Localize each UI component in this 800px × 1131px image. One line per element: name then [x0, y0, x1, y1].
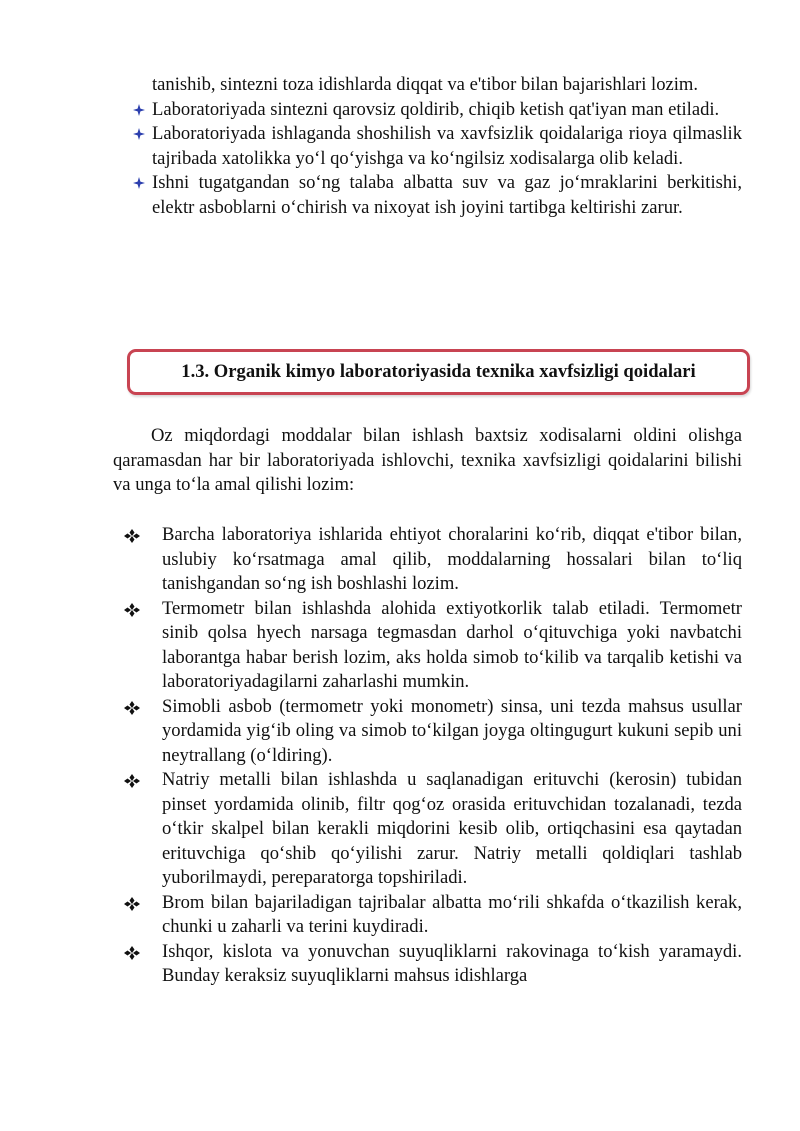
precautions-list: [130, 73, 742, 220]
list-item: [130, 98, 742, 123]
four-point-star-icon: [133, 177, 145, 189]
list-item: [113, 597, 742, 695]
diamond-bullet-icon: [124, 897, 140, 911]
list-item: [113, 768, 742, 891]
diamond-bullet-icon: [124, 701, 140, 715]
list-item-text: Brom bilan bajariladigan tajribalar albatta mo‘rili shkafda o‘tkazilish kerak, chunki u zaharli va terini kuydiradi.: [162, 891, 742, 937]
list-item-text: Termometr bilan ishlashda alohida extiyotkorlik talab etiladi. Termometr sinib qolsa hyech narsaga tegmasdan darhol o‘qituvchiga yoki navbatchi laborantga habar berish lozim, aks holda simob to‘kilib va tarqalib ketishi va laboratoriyadagilarni zaharlashi mumkin.: [162, 597, 742, 692]
diamond-bullet-icon: [124, 774, 140, 788]
four-point-star-icon: [133, 104, 145, 116]
diamond-bullet-icon: [124, 529, 140, 543]
intro-paragraph: Oz miqdordagi moddalar bilan ishlash baxtsiz xodisalarni oldini olishga qaramasdan har bir laboratoriyada ishlovchi, texnika xavfsizligi qoidalarini bilishi va unga to‘la amal qilishi lozim:: [113, 425, 742, 495]
list-item: [113, 891, 742, 940]
diamond-bullet-icon: [124, 603, 140, 617]
four-point-star-icon: [133, 128, 145, 140]
list-item-text: Laboratoriyada ishlaganda shoshilish va xavfsizlik qoidalariga rioya qilmaslik tajribada xatolikka yo‘l qo‘yishga va ko‘ngilsiz xodisalarga olib keladi.: [152, 123, 742, 169]
section-heading: 1.3. Organik kimyo laboratoriyasida texnika xavfsizligi qoidalari: [181, 360, 696, 382]
list-item: [113, 940, 742, 989]
list-item-text: tanishib, sintezni toza idishlarda diqqat va e'tibor bilan bajarishlari lozim.: [152, 74, 699, 95]
list-item-text: Natriy metalli bilan ishlashda u saqlanadigan erituvchi (kerosin) tubidan pinset yordamida olinib, filtr qog‘oz orasida erituvchidan tozalanadi, tezda o‘tkir skalpel bilan kerakli miqdorini kesib olib, ortiqchasini esa qaytadan erituvchiga qo‘shib qo‘yilishi zarur. Natriy metalli qoldiqlari tashlab yuborilmaydi, pereparatorga topshiriladi.: [162, 769, 742, 888]
safety-rules-list: [113, 523, 742, 989]
list-item: [130, 122, 742, 171]
diamond-bullet-icon: [124, 946, 140, 960]
list-item-text: Barcha laboratoriya ishlarida ehtiyot choralarini ko‘rib, diqqat e'tibor bilan, uslubiy ko‘rsatmaga amal qilib, moddalarning hossalari bilan to‘liq tanishgandan so‘ng ish boshlashi lozim.: [162, 524, 742, 594]
list-item-text: Laboratoriyada sintezni qarovsiz qoldirib, chiqib ketish qat'iyan man etiladi.: [152, 98, 720, 120]
list-item-text: Simobli asbob (termometr yoki monometr) sinsa, uni tezda mahsus usullar yordamida yig‘ib oling va simob to‘kilgan joyga oltingugurt kukuni sepib uni neytrallang (o‘ldiring).: [162, 695, 742, 766]
list-item-text: Ishqor, kislota va yonuvchan suyuqliklarni rakovinaga to‘kish yaramaydi. Bunday keraksiz suyuqliklarni mahsus idishlarga: [162, 940, 742, 986]
list-item: [130, 171, 742, 220]
list-item: [130, 73, 742, 98]
section-heading-box: [127, 349, 750, 395]
list-item: [113, 523, 742, 597]
list-item-text: Ishni tugatgandan so‘ng talaba albatta suv va gaz jo‘mraklarini berkitishi, elektr asboblarni o‘chirish va nixoyat ish joyini tartibga keltirishi zarur.: [152, 172, 742, 218]
list-item: [113, 695, 742, 769]
